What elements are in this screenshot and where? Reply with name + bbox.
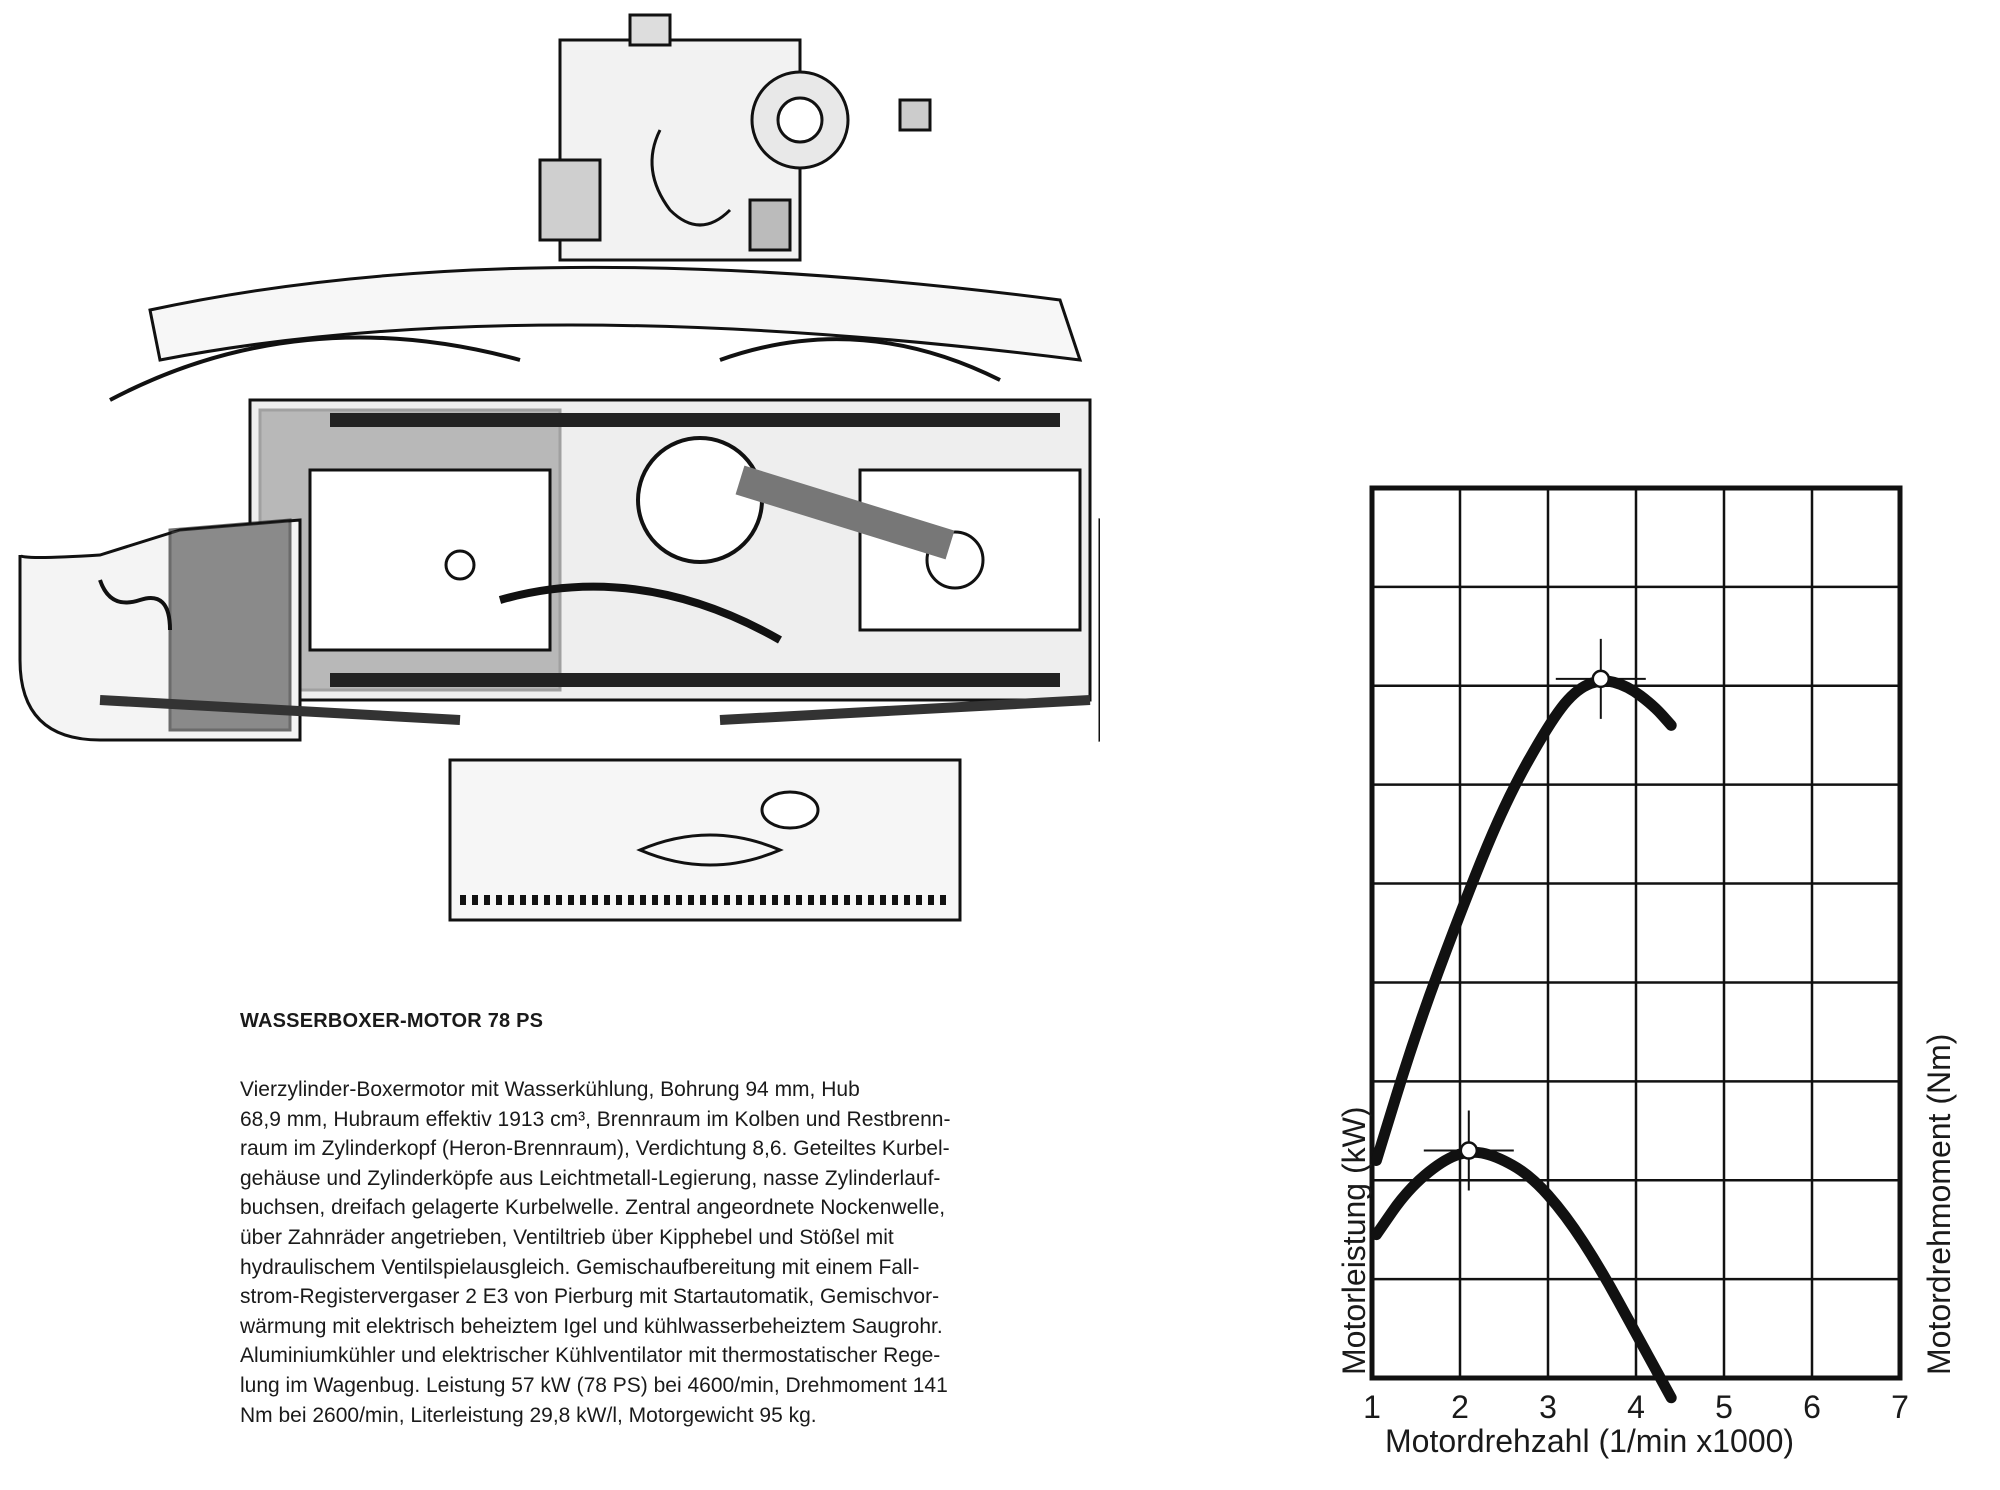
x-tick-label: 6 [1803,1389,1821,1425]
x-axis-label: Motordrehzahl (1/min x1000) [1385,1423,1795,1459]
series-line [1376,681,1671,1160]
engine-specification-block [240,1010,1038,1430]
spec-line: Aluminiumkühler und elektrischer Kühlventilator mit thermostatischer Rege- [240,1344,941,1368]
spec-line: strom-Registervergaser 2 E3 von Pierburg mit Startautomatik, Gemischvor- [240,1285,940,1309]
engine-performance-chart [1270,470,1990,1470]
chart-series [1376,639,1671,1398]
oil-sump-illustration [450,760,960,920]
y-axis-label-right: Motordrehmoment (Nm) [1921,1033,1957,1375]
x-tick-label: 2 [1451,1389,1469,1425]
spec-line: lung im Wagenbug. Leistung 57 kW (78 PS) bei 4600/min, Drehmoment 141 [240,1373,948,1397]
carburetor-illustration [540,15,930,260]
spec-line: hydraulischem Ventilspielausgleich. Gemischaufbereitung mit einem Fall- [240,1255,920,1279]
x-tick-label: 5 [1715,1389,1733,1425]
spec-title: WASSERBOXER-MOTOR 78 PS [240,1010,544,1032]
peak-marker [1461,1143,1477,1159]
spec-line: buchsen, dreifach gelagerte Kurbelwelle. Zentral angeordnete Nockenwelle, [240,1196,946,1220]
y-axis-label-left: Motorleistung (kW) [1336,1106,1372,1375]
spec-line: 68,9 mm, Hubraum effektiv 1913 cm³, Brennraum im Kolben und Restbrenn- [240,1107,951,1131]
intake-manifold-illustration [150,267,1080,360]
spec-line: über Zahnräder angetrieben, Ventiltrieb über Kipphebel und Stößel mit [240,1225,894,1249]
x-tick-labels [1363,1389,1909,1425]
spec-body [240,1075,1038,1430]
engine-cross-section-drawing [0,0,1100,960]
spec-line: raum im Zylinderkopf (Heron-Brennraum), Verdichtung 8,6. Geteiltes Kurbel- [240,1137,950,1161]
x-tick-label: 3 [1539,1389,1557,1425]
spec-line: Vierzylinder-Boxermotor mit Wasserkühlung, Bohrung 94 mm, Hub [240,1078,860,1101]
spec-line: Nm bei 2600/min, Literleistung 29,8 kW/l, Motorgewicht 95 kg. [240,1403,817,1427]
x-tick-label: 7 [1891,1389,1909,1425]
x-tick-label: 4 [1627,1389,1645,1425]
x-tick-label: 1 [1363,1389,1381,1425]
spec-line: gehäuse und Zylinderköpfe aus Leichtmetall-Legierung, nasse Zylinderlauf- [240,1166,941,1190]
spec-line: wärmung mit elektrisch beheiztem Igel und kühlwasserbeheiztem Saugrohr. [240,1314,943,1338]
series-line [1376,1152,1671,1398]
peak-marker [1593,671,1609,687]
